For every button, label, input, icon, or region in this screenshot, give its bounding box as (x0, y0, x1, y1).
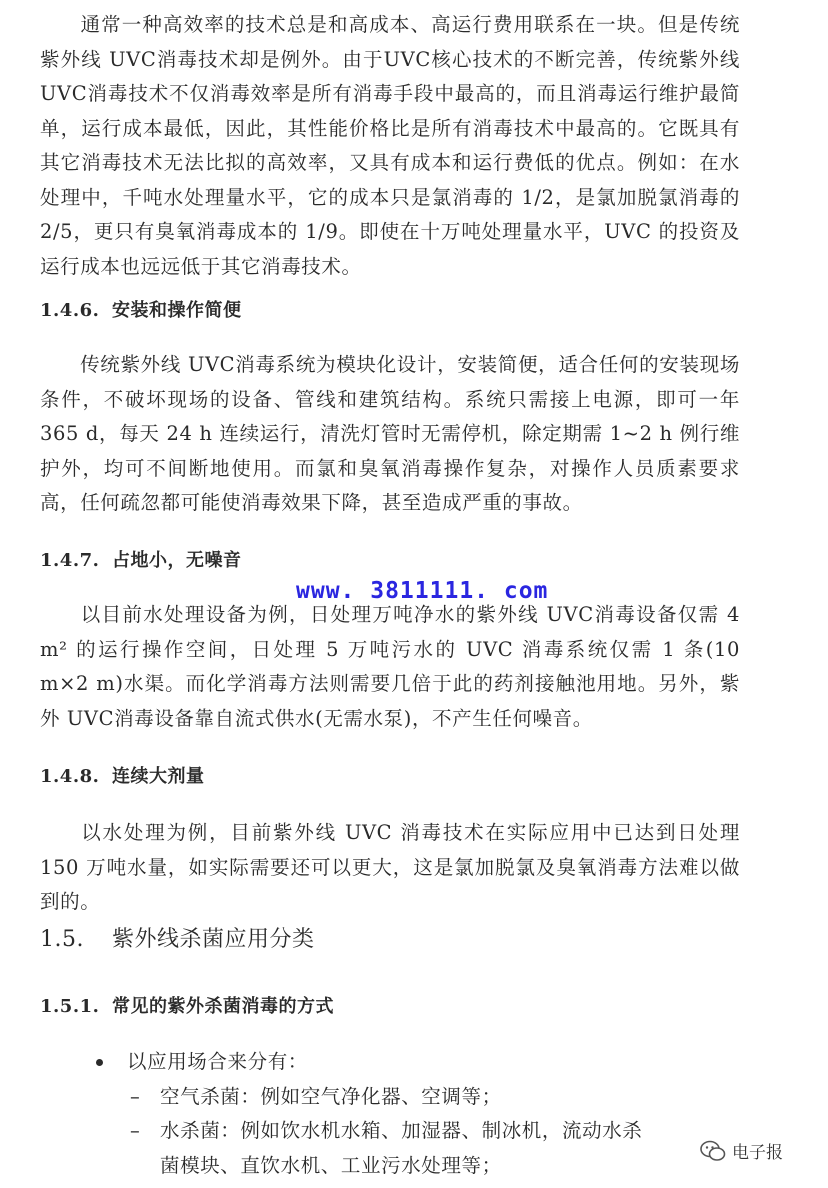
bullet-icon (96, 1059, 103, 1066)
paragraph-footprint: 以目前水处理设备为例，日处理万吨净水的紫外线 UVC消毒设备仅需 4 m² 的运行操作空间，日处理 5 万吨污水的 UVC 消毒系统仅需 1 条(10 m×2 m)水渠。而化学消毒方法则需要几倍于此的药剂接触池用地。另外，紫外 UVC消毒设备靠自流式供水(无需水泵)，不产生任何噪音。 (40, 603, 740, 730)
heading-1-4-7: 1.4.7. 占地小，无噪音 (40, 550, 242, 571)
heading-1-4-8: 1.4.8. 连续大剂量 (40, 766, 205, 787)
paragraph-cost: 通常一种高效率的技术总是和高成本、高运行费用联系在一块。但是传统紫外线 UVC消毒技术却是例外。由于UVC核心技术的不断完善，传统紫外线 UVC消毒技术不仅消毒效率是所有消毒手段中最高的，而且消毒运行维护最简单，运行成本最低，因此，其性能价格比是所有消毒技术中最高的。它既具有其它消毒技术无法比拟的高效率，又具有成本和运行费低的优点。例如：在水处理中，千吨水处理量水平，它的成本只是氯消毒的 1/2，是氯加脱氯消毒的 2/5，更只有臭氧消毒成本的 1/9。即使在十万吨处理量水平，UVC 的投资及运行成本也远远低于其它消毒技术。 (40, 13, 740, 278)
list-bullet: 以应用场合来分有： (96, 1046, 308, 1074)
paragraph-capacity: 以水处理为例，目前紫外线 UVC 消毒技术在实际应用中已达到日处理 150 万吨水量，如实际需要还可以更大，这是氯加脱氯及臭氧消毒方法难以做到的。 (40, 821, 740, 913)
brand-logo (700, 1138, 783, 1163)
brand-name: 电子报 (732, 1143, 783, 1163)
list-item: – 空气杀菌：例如空气净化器、空调等； (130, 1085, 502, 1108)
watermark-url: www. 3811111. com (296, 578, 549, 604)
heading-1-4-6: 1.4.6. 安装和操作简便 (40, 300, 242, 321)
wechat-icon (700, 1140, 726, 1162)
paragraph-installation: 传统紫外线 UVC消毒系统为模块化设计，安装简便，适合任何的安装现场条件，不破坏现场的设备、管线和建筑结构。系统只需接上电源，即可一年 365 d，每天 24 h 连续运行，清洗灯管时无需停机，除定期需 1~2 h 例行维护外，均可不间断地使用。而氯和臭氧消毒操作复杂，对操作人员质素要求高，任何疏忽都可能使消毒效果下降，甚至造成严重的事故。 (40, 353, 740, 514)
heading-1-5-1: 1.5.1. 常见的紫外杀菌消毒的方式 (40, 996, 334, 1017)
list-item: – 水杀菌：例如饮水机水箱、加湿器、制冰机，流动水杀菌模块、直饮水机、工业污水处理等； (130, 1119, 643, 1177)
heading-1-5: 1.5. 紫外线杀菌应用分类 (40, 927, 315, 952)
